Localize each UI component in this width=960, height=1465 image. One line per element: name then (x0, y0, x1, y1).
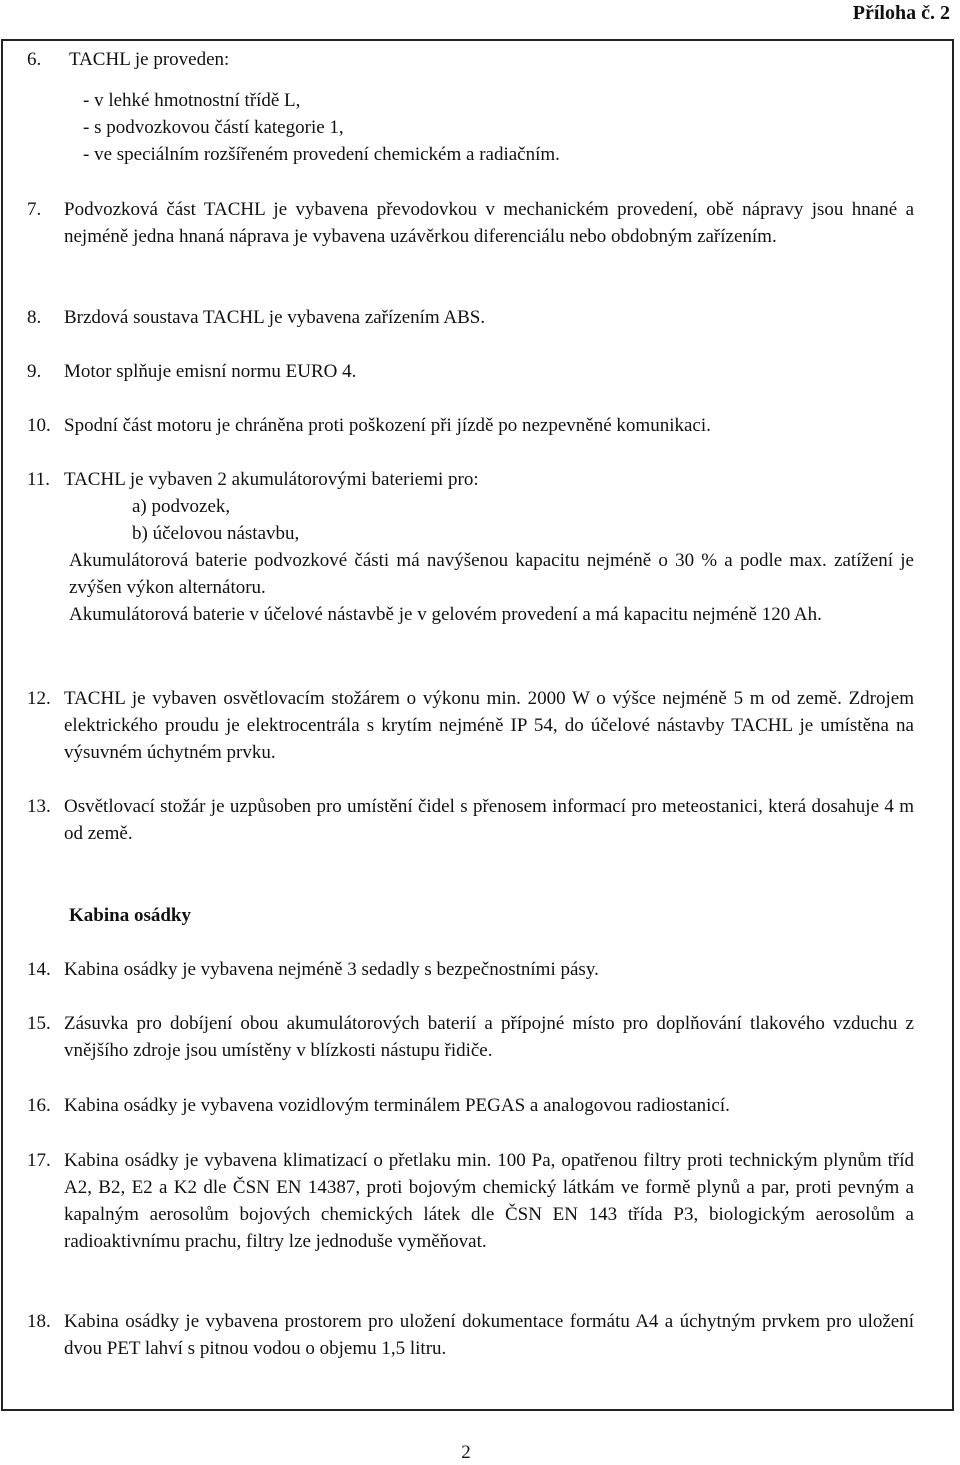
item-text: TACHL je vybaven osvětlovacím stožárem o výkonu min. 2000 W o výšce nejméně 5 m od země. Zdrojem elektrického proudu je elektrocentrála s krytím nejméně IP 54, do účelové nástavby TACHL je umístěna na výsuvném úchytném prvku. (64, 688, 914, 763)
sub-item-a: a) podvozek, (132, 496, 231, 517)
item-number: 8. (27, 307, 42, 328)
item-number: 13. (27, 796, 51, 817)
document-frame (1, 39, 954, 1411)
item-number: 16. (27, 1095, 51, 1116)
item-text: Kabina osádky je vybavena vozidlovým terminálem PEGAS a analogovou radiostanicí. (64, 1095, 730, 1116)
item-number: 11. (27, 469, 51, 490)
item-number: 14. (27, 959, 51, 980)
sub-item-b: b) účelovou nástavbu, (132, 523, 300, 544)
item-number: 7. (27, 199, 42, 220)
item-text: Spodní část motoru je chráněna proti poškození při jízdě po nezpevněné komunikaci. (64, 415, 711, 436)
item-text: Brzdová soustava TACHL je vybavena zařízením ABS. (64, 307, 486, 328)
item-text: TACHL je proveden: (69, 49, 230, 70)
item-text: Kabina osádky je vybavena klimatizací o přetlaku min. 100 Pa, opatřenou filtry proti technickým plynům tříd A2, B2, E2 a K2 dle ČSN EN 14387, proti bojovým chemický látkám ve formě plynů a par, proti pevným a kapalným aerosolům bojových chemických látek dle ČSN EN 143 třída P3, biologickým aerosolům a radioaktivnímu prachu, filtry lze jednoduše vyměňovat. (64, 1150, 914, 1252)
item-text: Osvětlovací stožár je uzpůsoben pro umístění čidel s přenosem informací pro meteostanici, která dosahuje 4 m od země. (64, 796, 914, 844)
item-text: Motor splňuje emisní normu EURO 4. (64, 361, 357, 382)
item-number: 15. (27, 1013, 51, 1034)
item-number: 6. (27, 49, 42, 70)
item-text: Kabina osádky je vybavena nejméně 3 sedadly s bezpečnostními pásy. (64, 959, 599, 980)
item-number: 18. (27, 1311, 51, 1332)
item-text: Kabina osádky je vybavena prostorem pro uložení dokumentace formátu A4 a úchytným prvkem pro uložení dvou PET lahví s pitnou vodou o objemu 1,5 litru. (64, 1311, 914, 1359)
item-number: 10. (27, 415, 51, 436)
battery-paragraph-1: Akumulátorová baterie podvozkové části má navýšenou kapacitu nejméně o 30 % a podle max. zatížení je zvýšen výkon alternátoru. (69, 550, 914, 598)
heading-text: Kabina osádky (69, 905, 191, 926)
item-number: 9. (27, 361, 42, 382)
list-item: - v lehké hmotnostní třídě L, (83, 90, 301, 111)
item-number: 12. (27, 688, 51, 709)
item-text: Podvozková část TACHL je vybavena převodovkou v mechanickém provedení, obě nápravy jsou hnané a nejméně jedna hnaná náprava je vybavena uzávěrkou diferenciálu nebo obdobným zařízením. (64, 199, 914, 247)
item-text: Zásuvka pro dobíjení obou akumulátorových baterií a přípojné místo pro doplňování tlakového vzduchu z vnějšího zdroje jsou umístěny v blízkosti nástupu řidiče. (64, 1013, 914, 1061)
annex-label: Příloha č. 2 (852, 2, 950, 24)
battery-paragraph-2: Akumulátorová baterie v účelové nástavbě je v gelovém provedení a má kapacitu nejméně 120 Ah. (69, 604, 822, 625)
list-item: - s podvozkovou částí kategorie 1, (83, 117, 344, 138)
page-number: 2 (461, 1442, 471, 1463)
item-text: TACHL je vybaven 2 akumulátorovými bateriemi pro: (64, 469, 479, 490)
list-item: - ve speciálním rozšířeném provedení chemickém a radiačním. (83, 144, 560, 165)
item-number: 17. (27, 1150, 51, 1171)
